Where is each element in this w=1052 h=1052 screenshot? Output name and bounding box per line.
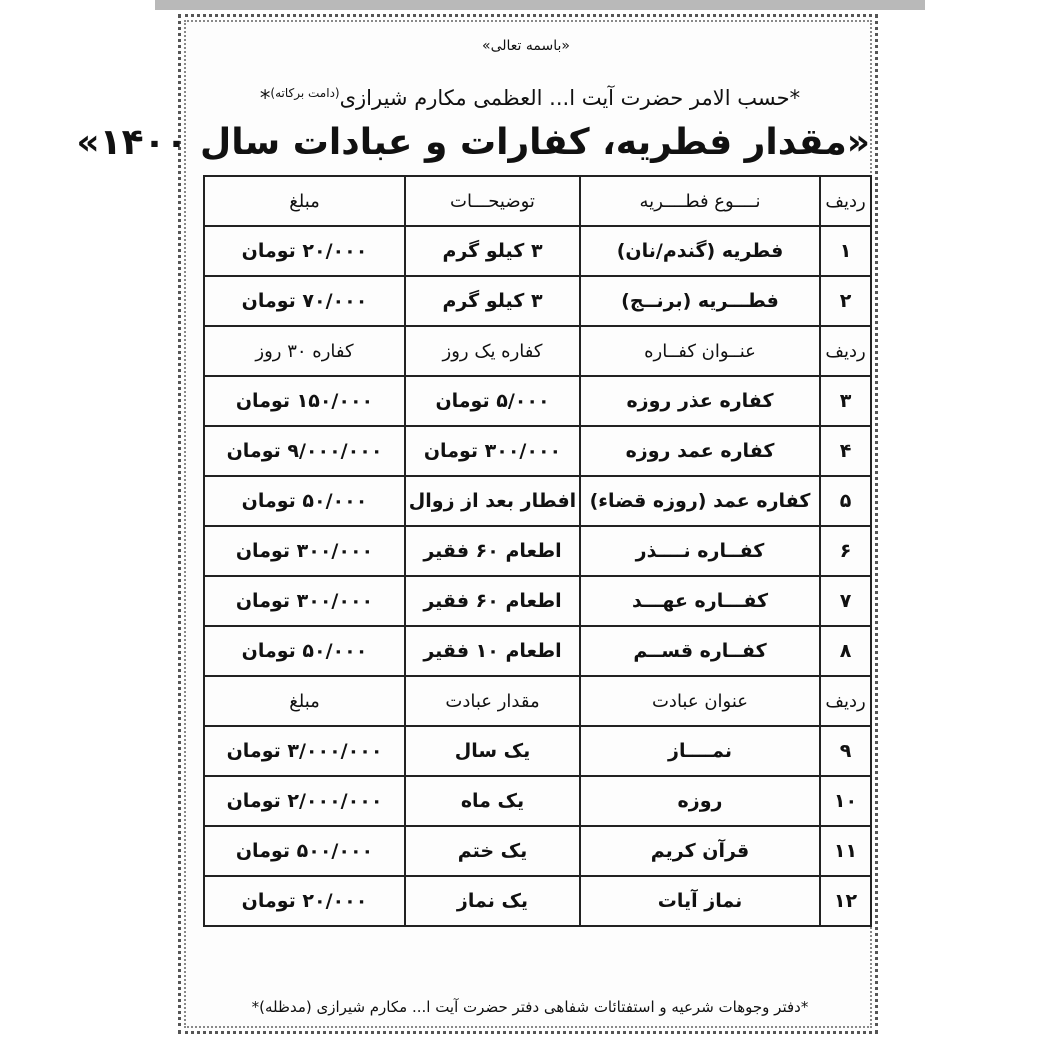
amount-cell: کفاره ۳۰ روز [204, 326, 405, 376]
description-cell: اطعام ۶۰ فقیر [405, 526, 580, 576]
table-row [204, 876, 871, 926]
description-cell: توضیحـــات [405, 176, 580, 226]
row-number-cell: ۱۲ [820, 876, 871, 926]
description-cell: ۳ کیلو گرم [405, 276, 580, 326]
table-row [204, 476, 871, 526]
row-number-cell: ردیف [820, 326, 871, 376]
amount-cell: ۵۰/۰۰۰ تومان [204, 626, 405, 676]
amount-cell: ۲۰/۰۰۰ تومان [204, 226, 405, 276]
amount-cell: ۲/۰۰۰/۰۰۰ تومان [204, 776, 405, 826]
table-header-row [204, 176, 871, 226]
description-cell: مقدار عبادت [405, 676, 580, 726]
table-row [204, 576, 871, 626]
amount-cell: ۹/۰۰۰/۰۰۰ تومان [204, 426, 405, 476]
rates-table-body [204, 176, 871, 926]
description-cell: یک نماز [405, 876, 580, 926]
amount-cell: ۷۰/۰۰۰ تومان [204, 276, 405, 326]
description-cell: ۳۰۰/۰۰۰ تومان [405, 426, 580, 476]
table-row [204, 276, 871, 326]
row-number-cell: ۴ [820, 426, 871, 476]
table-row [204, 626, 871, 676]
table-header-row [204, 676, 871, 726]
amount-cell: ۳۰۰/۰۰۰ تومان [204, 526, 405, 576]
amount-cell: ۵۰۰/۰۰۰ تومان [204, 826, 405, 876]
bismillah-heading: «باسمه تعالی» [482, 38, 570, 54]
amount-cell: ۱۵۰/۰۰۰ تومان [204, 376, 405, 426]
description-cell: یک ماه [405, 776, 580, 826]
amount-cell: مبلغ [204, 676, 405, 726]
row-number-cell: ۱ [820, 226, 871, 276]
amount-cell: ۳۰۰/۰۰۰ تومان [204, 576, 405, 626]
row-number-cell: ۳ [820, 376, 871, 426]
title-cell: عنوان عبادت [580, 676, 820, 726]
table-row [204, 726, 871, 776]
description-cell: اطعام ۱۰ فقیر [405, 626, 580, 676]
title-cell: نمــــاز [580, 726, 820, 776]
table-row [204, 826, 871, 876]
order-line [190, 86, 870, 110]
description-cell: یک سال [405, 726, 580, 776]
table-header-row [204, 326, 871, 376]
description-cell: یک ختم [405, 826, 580, 876]
title-cell: کفــاره نــــذر [580, 526, 820, 576]
description-cell: افطار بعد از زوال [405, 476, 580, 526]
title-cell: نــــوع فطــــریه [580, 176, 820, 226]
top-gray-bar [155, 0, 925, 10]
title-cell: کفاره عذر روزه [580, 376, 820, 426]
footer-note: *دفتر وجوهات شرعیه و استفتائات شفاهی دفتر حضرت آیت ا... مکارم شیرازی (مدظله)* [251, 998, 809, 1016]
table-row [204, 376, 871, 426]
order-honorific: (دامت برکاته) [270, 86, 340, 100]
row-number-cell: ۱۰ [820, 776, 871, 826]
description-cell: اطعام ۶۰ فقیر [405, 576, 580, 626]
description-cell: کفاره یک روز [405, 326, 580, 376]
order-text: *حسب الامر حضرت آیت ا... العظمی مکارم شیرازی [339, 86, 801, 110]
title-cell: نماز آیات [580, 876, 820, 926]
title-cell: فطریه (گندم/نان) [580, 226, 820, 276]
title-cell: کفـــاره عهـــد [580, 576, 820, 626]
table-row [204, 776, 871, 826]
description-cell: ۳ کیلو گرم [405, 226, 580, 276]
title-cell: کفاره عمد روزه [580, 426, 820, 476]
amount-cell: ۵۰/۰۰۰ تومان [204, 476, 405, 526]
row-number-cell: ۱۱ [820, 826, 871, 876]
rates-table [203, 175, 872, 927]
title-cell: قرآن کریم [580, 826, 820, 876]
row-number-cell: ۹ [820, 726, 871, 776]
row-number-cell: ۷ [820, 576, 871, 626]
table-row [204, 526, 871, 576]
title-cell: کفــاره قســم [580, 626, 820, 676]
title-cell: فطـــریه (برنــج) [580, 276, 820, 326]
page-title: «مقدار فطریه، کفارات و عبادات سال ۱۴۰۰» [76, 122, 870, 163]
row-number-cell: ۲ [820, 276, 871, 326]
amount-cell: ۳/۰۰۰/۰۰۰ تومان [204, 726, 405, 776]
order-end-mark: * [259, 86, 271, 110]
table-row [204, 426, 871, 476]
row-number-cell: ۵ [820, 476, 871, 526]
table-row [204, 226, 871, 276]
amount-cell: مبلغ [204, 176, 405, 226]
row-number-cell: ۸ [820, 626, 871, 676]
row-number-cell: ۶ [820, 526, 871, 576]
amount-cell: ۲۰/۰۰۰ تومان [204, 876, 405, 926]
title-cell: روزه [580, 776, 820, 826]
description-cell: ۵/۰۰۰ تومان [405, 376, 580, 426]
title-cell: کفاره عمد (روزه قضاء) [580, 476, 820, 526]
row-number-cell: ردیف [820, 676, 871, 726]
row-number-cell: ردیف [820, 176, 871, 226]
title-cell: عنــوان کفــاره [580, 326, 820, 376]
